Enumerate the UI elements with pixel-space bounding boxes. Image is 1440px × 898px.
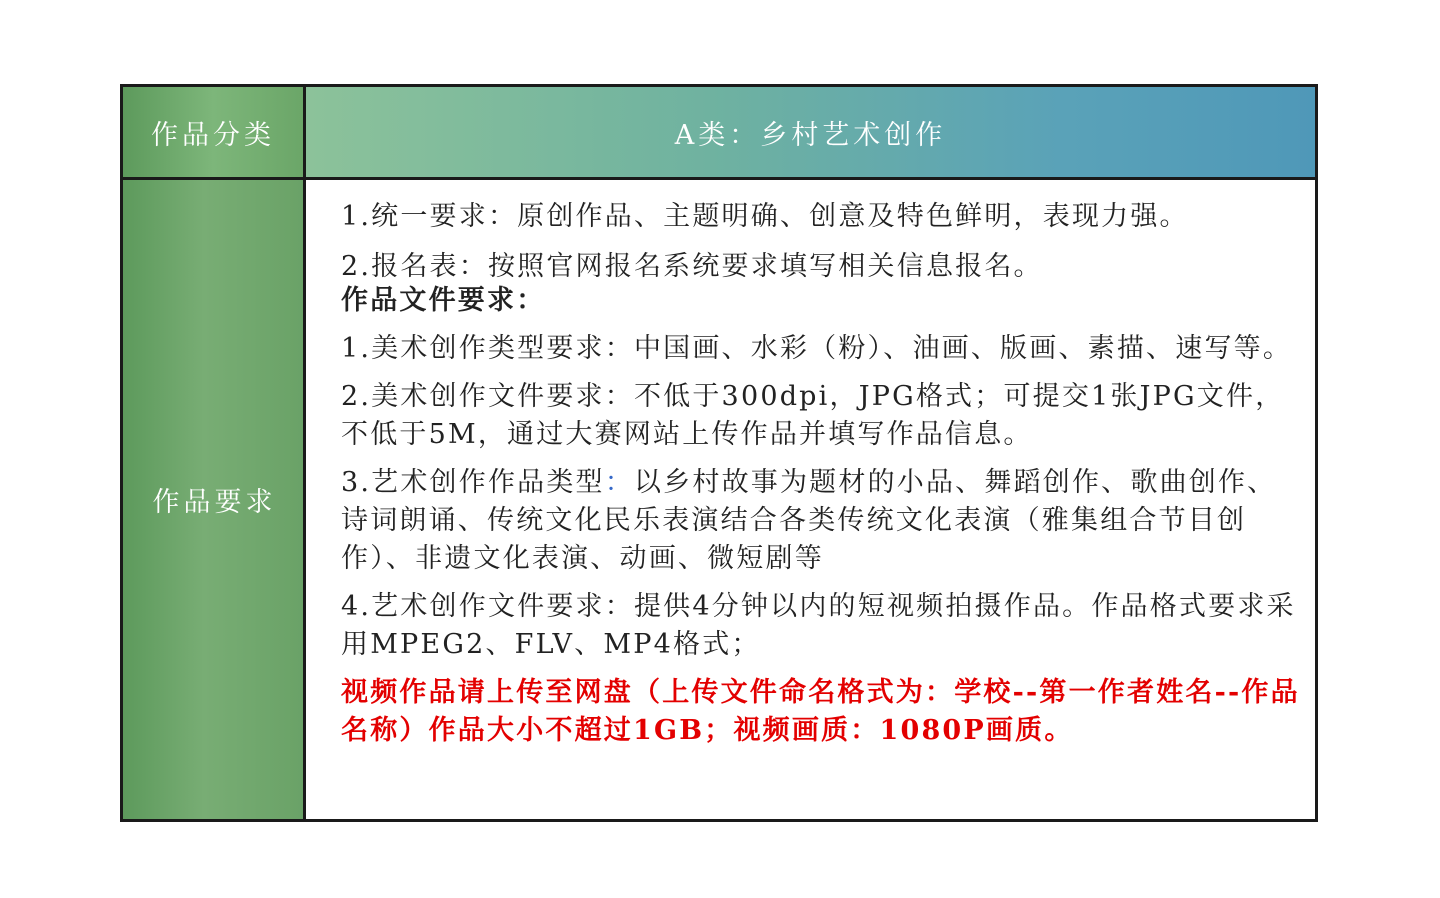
file-requirements-heading: 作品文件要求： <box>341 285 546 316</box>
art-file-requirement: 2.美术创作文件要求：不低于300dpi，JPG格式；可提交1张JPG文件，不低于5M，通过大赛网站上传作品并填写作品信息。 <box>341 381 1285 450</box>
registration-requirement: 2.报名表：按照官网报名系统要求填写相关信息报名。 <box>341 251 1043 282</box>
requirements-table <box>120 84 1318 822</box>
performance-type-text: 以乡村故事为题材的小品、舞蹈创作、歌曲创作、诗词朗诵、传统文化民乐表演结合各类传统文化表演（雅集组合节目创作）、非遗文化表演、动画、微短剧等 <box>341 467 1277 574</box>
performance-type-colon: ： <box>604 467 634 498</box>
art-type-requirement: 1.美术创作类型要求：中国画、水彩（粉）、油画、版画、素描、速写等。 <box>341 333 1293 364</box>
general-requirement: 1.统一要求：原创作品、主题明确、创意及特色鲜明，表现力强。 <box>341 201 1189 232</box>
requirements-content <box>309 180 1315 819</box>
requirements-label: 作品要求 <box>152 487 277 518</box>
video-upload-note: 视频作品请上传至网盘（上传文件命名格式为：学校--第一作者姓名--作品名称）作品大小不超过1GB；视频画质：1080P画质。 <box>341 677 1300 746</box>
performance-type-requirement <box>341 464 1301 578</box>
header-row <box>123 87 1315 180</box>
performance-type-prefix: 3.艺术创作作品类型 <box>341 467 605 498</box>
category-value: A类：乡村艺术创作 <box>306 87 1315 177</box>
category-label: 作品分类 <box>123 87 306 177</box>
performance-file-requirement: 4.艺术创作文件要求：提供4分钟以内的短视频拍摄作品。作品格式要求采用MPEG2、FLV、MP4格式； <box>341 591 1296 660</box>
